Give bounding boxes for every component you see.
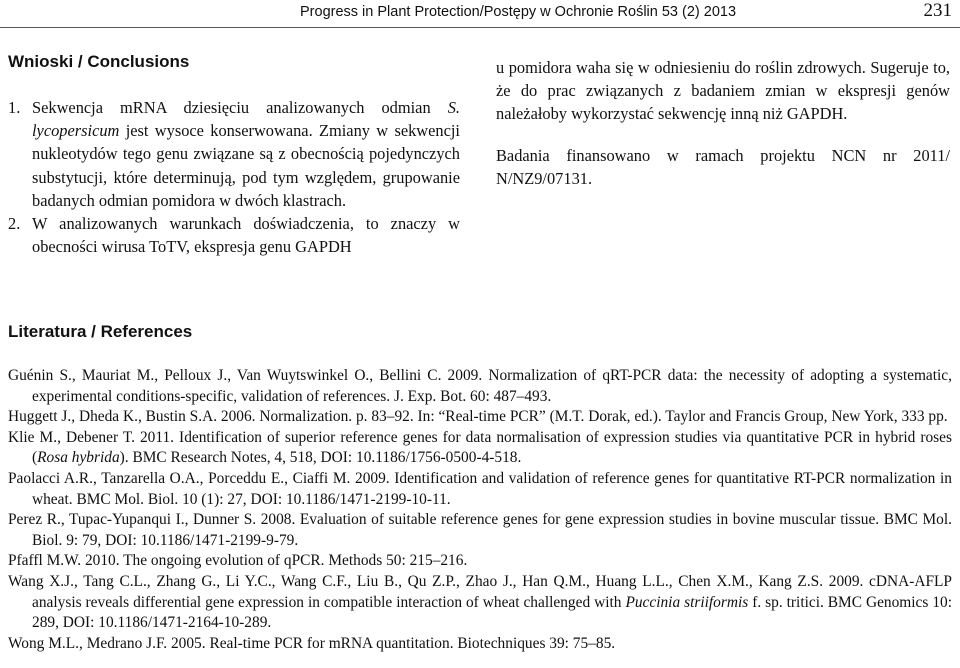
conclusion-number: 1.: [8, 98, 21, 117]
conclusions-left-column: [8, 96, 460, 258]
references-heading: Literatura / References: [8, 322, 193, 341]
conclusions-heading: Wnioski / Conclusions: [8, 52, 190, 71]
conclusion-text: Sekwencja mRNA dziesięciu analizowanych odmian: [32, 98, 448, 117]
species-name: Rosa hybrida: [37, 449, 120, 467]
conclusion-number: 2.: [8, 214, 21, 234]
reference-item: Klie M., Debener T. 2011. Identification of superior reference genes for data normalisation of expression studies via quantitative PCR in hybrid roses (Rosa hybrida). BMC Research Notes, 4, 518, DOI: 10.1186/1756-0500-4-518.: [8, 428, 952, 467]
reference-item: Guénin S., Mauriat M., Pelloux J., Van Wuytswinkel O., Bellini C. 2009. Normalization of qRT-PCR data: the necessity of adopting a systematic, experimental conditions-specific, validation of references. J. Exp. Bot. 60: 487–493.: [8, 367, 952, 405]
reference-item: Wong M.L., Medrano J.F. 2005. Real-time PCR for mRNA quantitation. Biotechniques 39: 75–85.: [8, 634, 616, 652]
reference-list: [8, 366, 952, 654]
conclusions-right-column: [496, 56, 950, 190]
conclusion-item-1: [8, 96, 460, 212]
conclusion-text: jest wysoce konserwowana. Zmiany w sekwencji nukleotydów tego genu związane są z obecnością pojedynczych substytucji, które determinują, pod tym względem, grupowanie badanych odmian pomidora w dwóch klastrach.: [32, 121, 460, 210]
reference-item: Paolacci A.R., Tanzarella O.A., Porceddu E., Ciaffi M. 2009. Identification and validation of reference genes for quantitative RT-PCR normalization in wheat. BMC Mol. Biol. 10 (1): 27, DOI: 10.1186/1471-2199-10-11.: [8, 469, 952, 508]
reference-item: Pfaffl M.W. 2010. The ongoing evolution of qPCR. Methods 50: 215–216.: [8, 552, 468, 570]
reference-item: Wang X.J., Tang C.L., Zhang G., Li Y.C., Wang C.F., Liu B., Qu Z.P., Zhao J., Han Q.M., Huang L.L., Chen X.M., Kang Z.S. 2009. cDNA-AFLP analysis reveals differential gene expression in compatible interaction of wheat challenged with Puccinia striiformis f. sp. tritici. BMC Genomics 10: 289, DOI: 10.1186/1471-2164-10-289.: [8, 572, 953, 632]
species-name: Puccinia striiformis: [625, 593, 749, 611]
conclusion-item-2: [8, 212, 460, 258]
reference-item: Huggett J., Dheda K., Bustin S.A. 2006. Normalization. p. 83–92. In: “Real-time PCR” (M.T. Dorak, ed.). Taylor and Francis Group, New York, 333 pp.: [8, 408, 948, 426]
funding-note: Badania finansowano w ramach projektu NCN nr 2011/ N/NZ9/07131.: [496, 145, 950, 188]
species-name: S. lycopersicum: [32, 98, 460, 141]
page-number: 231: [923, 0, 952, 21]
reference-item: Perez R., Tupac-Yupanqui I., Dunner S. 2008. Evaluation of suitable reference genes for gene expression studies in bovine muscular tissue. BMC Mol. Biol. 9: 79, DOI: 10.1186/1471-2199-9-79.: [8, 511, 952, 549]
conclusion-continuation: u pomidora waha się w odniesieniu do roślin zdrowych. Sugeruje to, że do prac związanych z badaniem zmian w ekspresji genów należałoby wykorzystać sekwencję inną niż GAPDH.: [496, 58, 950, 124]
header-divider: [0, 27, 960, 28]
journal-header: Progress in Plant Protection/Postępy w Ochronie Roślin 53 (2) 2013: [300, 4, 737, 20]
conclusion-text: W analizowanych warunkach doświadczenia, to znaczy w obecności wirusa ToTV, ekspresja genu GAPDH: [32, 214, 460, 257]
